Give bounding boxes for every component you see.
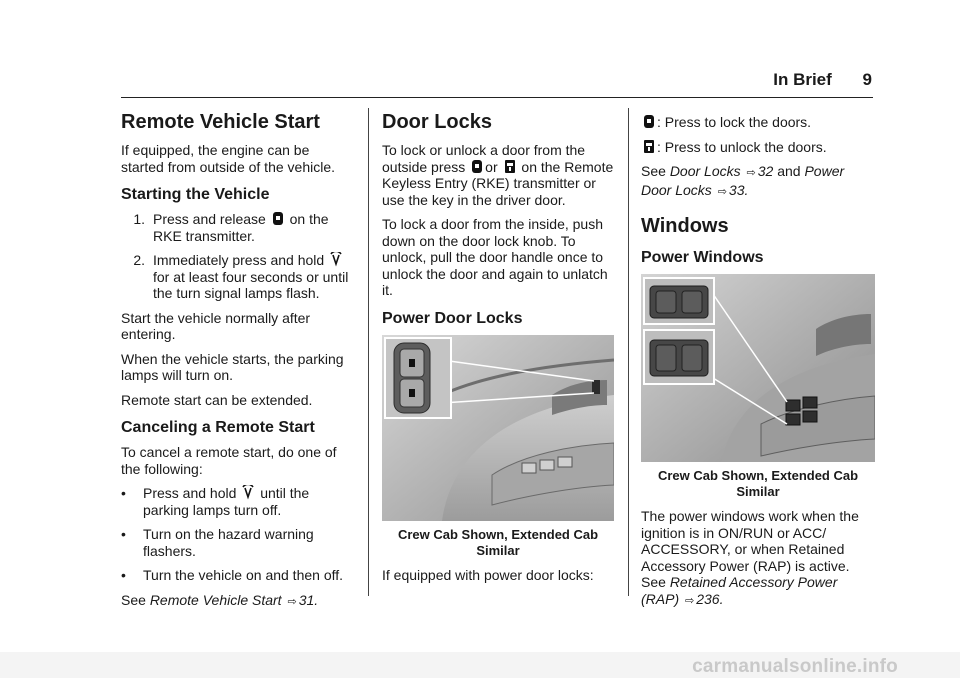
paragraph: If equipped, the engine can be started from outside of the vehicle. xyxy=(121,142,335,175)
cross-reference: See Remote Vehicle Start ⇨ 31. xyxy=(121,591,319,608)
page-ref-arrow-icon: ⇨ xyxy=(717,185,727,198)
unlock-icon xyxy=(643,139,655,154)
section-title: In Brief xyxy=(773,70,832,89)
column-divider xyxy=(628,108,629,596)
list-item: • Turn the vehicle on and then off. xyxy=(121,567,344,583)
watermark: carmanualsonline.info xyxy=(692,656,898,677)
page-header xyxy=(773,70,872,90)
door-lock-illustration xyxy=(382,335,614,521)
paragraph: When the vehicle starts, the parking lamps will turn on. xyxy=(121,350,344,383)
list-item: • Press and hold until the parking lamps turn off. xyxy=(121,485,310,518)
column-windows xyxy=(641,108,875,617)
page-ref-arrow-icon: ⇨ xyxy=(746,167,756,179)
unlock-icon xyxy=(504,159,516,174)
reference-link[interactable]: Power Door Locks xyxy=(641,163,845,198)
subheading: Power Windows xyxy=(641,249,764,266)
paragraph: If equipped with power door locks: xyxy=(382,566,594,583)
list-item: 1. Press and release on the RKE transmitter. xyxy=(133,211,329,244)
page-ref-arrow-icon: ⇨ xyxy=(685,594,695,607)
cross-reference: See Retained Accessory Power (RAP) ⇨ 236. xyxy=(641,574,838,607)
list-item: • Turn on the hazard warning flashers. xyxy=(121,526,314,559)
reference-link[interactable]: Remote Vehicle Start xyxy=(149,591,282,608)
bullet: • xyxy=(121,567,126,583)
list-item: 2. Immediately press and hold for at least four seconds or until the turn signal lamps flash. xyxy=(133,252,349,301)
paragraph: To lock or unlock a door from the outside press or on the Remote Keyless Entry (RKE) transmitter or use the key in the driver door. xyxy=(382,142,614,208)
remote-start-icon xyxy=(242,485,254,500)
column-remote-start xyxy=(121,108,356,618)
paragraph: To lock a door from the inside, push down on the door lock knob. To unlock, pull the door handle once to unlock the door and again to unlatch it. xyxy=(382,216,608,298)
column-divider xyxy=(368,108,369,596)
reference-page[interactable]: 32 xyxy=(757,163,774,179)
paragraph: Remote start can be extended. xyxy=(121,391,313,408)
section-heading: Door Locks xyxy=(382,111,493,133)
figure-caption: Crew Cab Shown, Extended Cab Similar xyxy=(657,468,859,499)
reference-page[interactable]: 33. xyxy=(728,181,749,198)
subheading: Starting the Vehicle xyxy=(121,186,270,203)
remote-start-icon xyxy=(330,252,342,267)
paragraph: Start the vehicle normally after entering. xyxy=(121,309,311,342)
subheading: Canceling a Remote Start xyxy=(121,419,315,436)
header-rule xyxy=(121,97,873,98)
power-window-illustration xyxy=(641,274,875,462)
paragraph: The power windows work when the ignition is in ON/RUN or ACC/ ACCESSORY, or when Retained Accessory Power (RAP) is active. xyxy=(641,508,859,574)
lock-icon xyxy=(643,114,655,129)
reference-link[interactable]: Door Locks xyxy=(669,163,741,179)
reference-page[interactable]: 31. xyxy=(298,591,319,608)
footer-bar xyxy=(0,652,960,678)
paragraph: To cancel a remote start, do one of the following: xyxy=(121,444,337,477)
column-door-locks xyxy=(382,108,614,591)
reference-link[interactable]: Retained Accessory Power (RAP) xyxy=(641,574,838,607)
cross-reference: See Door Locks ⇨ 32 and Power Door Locks ⇨ 33. xyxy=(641,163,845,198)
bullet: • xyxy=(121,485,126,501)
reference-page[interactable]: 236. xyxy=(696,590,724,607)
lock-icon xyxy=(272,211,284,226)
subheading: Power Door Locks xyxy=(382,309,523,327)
lock-description: : Press to lock the doors. xyxy=(641,114,875,131)
bullet: • xyxy=(121,526,126,542)
section-heading: Remote Vehicle Start xyxy=(121,111,320,133)
unlock-description: : Press to unlock the doors. xyxy=(641,139,875,156)
section-heading: Windows xyxy=(641,215,729,237)
lock-icon xyxy=(471,159,483,174)
page-number: 9 xyxy=(862,70,872,89)
page-ref-arrow-icon: ⇨ xyxy=(287,595,297,608)
figure-caption: Crew Cab Shown, Extended Cab Similar xyxy=(397,526,599,558)
